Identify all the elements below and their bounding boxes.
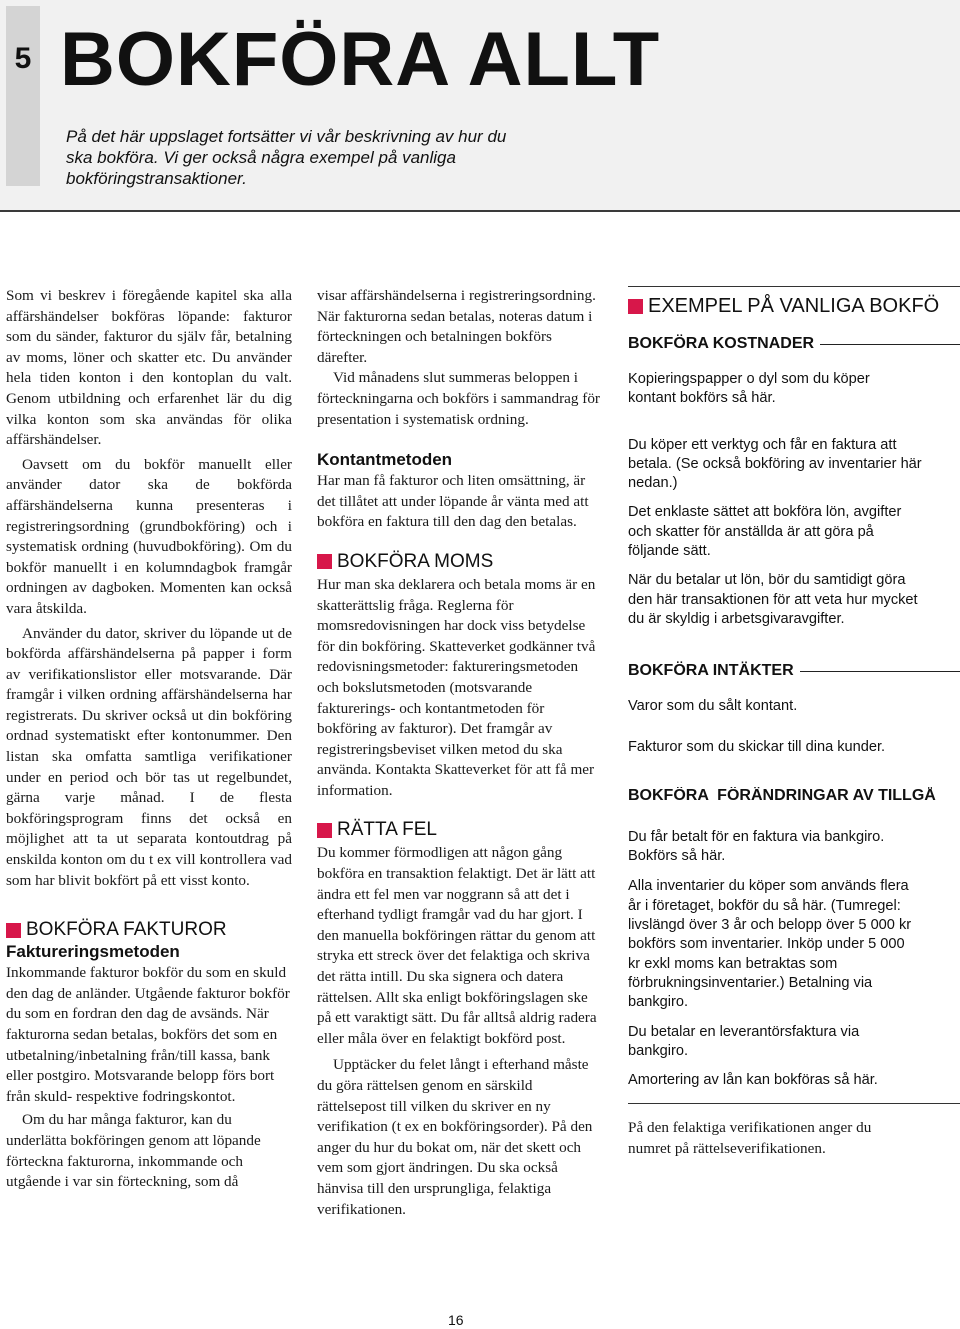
- column-examples: [628, 286, 960, 1160]
- paragraph: Inkommande fakturor bokför du som en skuld den dag de anländer. Utgående fakturor bokför du som en fordran den dag de avsänds. När fakturorna sedan betalas, bokförs det som en utbetalning/inbetalning från/till kassa, bank eller postgiro. Motsvarande belopp förs bort från skuld- respektive fodringskontot.: [6, 964, 290, 1105]
- example-text: Du köper ett verktyg och får en faktura att betala. (Se också bokföring av inventarier här nedan.): [628, 436, 922, 492]
- paragraph: Du kommer förmodligen att någon gång bokföra en transaktion felaktigt. Det är lätt att ändra ett fel men var noggrann så att det i efterhand tydligt framgår vad du har gjort. I den manuella bokföringen rättar du genom att stryka ett streck över det felaktiga och skriva det rätta intill. Du ska signera och datera rättelsen. Allt ska enligt bokföringslagen ske på ett varaktigt sätt. Du får alltså aldrig radera eller måla över en felaktigt bokförd post.: [317, 844, 597, 1047]
- paragraph: visar affärshändelserna i registreringsordning. När fakturorna sedan betalas, noteras datum i förteckningen och betalningen bokförs därefter.: [317, 287, 596, 366]
- example-text: Kopieringspapper o dyl som du köper kontant bokförs så här.: [628, 371, 870, 407]
- example-text: Det enklaste sättet att bokföra lön, avgifter och skatter för anställda är att göra på följande sätt.: [628, 504, 902, 560]
- subheading-kontantmetoden: Kontantmetoden: [317, 450, 453, 470]
- paragraph: Har man få fakturor och liten omsättning, är det tillåtet att under löpande år vänta med att bokföra en faktura till den dag den betalas.: [317, 472, 589, 531]
- square-bullet-icon: [317, 823, 332, 838]
- subheading-faktureringsmetoden: Faktureringsmetoden: [6, 942, 180, 962]
- example-text: Fakturor som du skickar till dina kunder.: [628, 738, 886, 755]
- heading-line: [800, 671, 960, 672]
- paragraph: Vid månadens slut summeras beloppen i förteckningarna och bokförs i sammandrag för presentation i systematisk ordning.: [317, 369, 600, 428]
- subheading-kostnader: BOKFÖRA KOSTNADER: [628, 335, 960, 353]
- examples-heading: EXEMPEL PÅ VANLIGA BOKFÖ: [628, 295, 960, 318]
- example-text: Du får betalt för en faktura via bankgiro. Bokförs så här.: [628, 828, 885, 865]
- column-middle: [317, 286, 603, 1220]
- example-text: Du betalar en leverantörsfaktura via bankgiro.: [628, 1023, 860, 1059]
- intro-text: På det här uppslaget fortsätter vi vår beskrivning av hur du ska bokföra. Vi ger också några exempel på vanliga bokföringstransaktioner.: [66, 127, 507, 188]
- section-heading-fakturor: BOKFÖRA FAKTUROR: [6, 919, 292, 941]
- page-header: [0, 0, 960, 212]
- paragraph: Hur man ska deklarera och betala moms är en skatterättslig fråga. Reglerna för momsredovisningen har dock viss betydelse för din bokföring. Skatteverket godkänner två redovisningsmetoder: faktureringsmetoden och bokslutsmetoden (motsvarande fakturerings- och kontantmetoden för bokföring av fakturor). Det framgår av registreringsbeviset vilken metod du ska använda. Kontakta Skatteverket för att få mer information.: [317, 575, 596, 799]
- square-bullet-icon: [6, 923, 21, 938]
- section-heading-moms: BOKFÖRA MOMS: [317, 551, 603, 573]
- square-bullet-icon: [628, 299, 643, 314]
- example-text: När du betalar ut lön, bör du samtidigt göra den här transaktionen för att veta hur mycket du är skyldig i arbetsgivaravgifter.: [628, 572, 918, 627]
- chapter-number: 5: [14, 42, 32, 75]
- divider: [628, 286, 960, 287]
- paragraph: Använder du dator, skriver du löpande ut de bokförda affärshändelserna på papper i form av verifikationslistor eller motsvarande. Där framgår i vilken ordning affärshändelserna har registrerats. Du skriver också ut din bokföring ordnad systematiskt efter kontonummer. Den listan ska omfatta samtliga verifikationer under en period och bör tas ut regelbundet, gärna varje månad. I de flesta bokföringsprogram finns det också en möjlighet att ta ut separata kontoutdrag på enskilda konton om du t ex vill kontrollera vad som har blivit bokfört på ett visst konto.: [6, 624, 292, 889]
- section-heading-ratta-fel: RÄTTA FEL: [317, 819, 603, 841]
- footer-note: På den felaktiga verifikationen anger du numret på rättelseverifikationen.: [628, 1119, 872, 1158]
- subheading-forandringar: BOKFÖRA FÖRÄNDRINGAR AV TILLGÅ: [628, 786, 936, 804]
- example-text: Alla inventarier du köper som används flera år i företaget, bokför du så här. (Tumregel: livslängd över 3 år och belopp över 5 000 kr bokförs som inventarier. Inköp under 5 000 kr exkl moms kan betraktas som förbrukningsinventarier.) Betalning via bankgiro.: [628, 878, 912, 1011]
- header-divider: [0, 210, 960, 212]
- heading-line: [820, 344, 960, 345]
- subheading-intakter: BOKFÖRA INTÄKTER: [628, 662, 960, 680]
- page-number: 16: [448, 1312, 464, 1328]
- example-text: Varor som du sålt kontant.: [628, 698, 798, 715]
- divider: [628, 1103, 960, 1104]
- paragraph: Upptäcker du felet långt i efterhand måste du göra rättelsen genom en särskild rättelsepost till vilken du skriver en ny verifikation (t ex en bokföringsorder). På den anger du hur du bokat om, när det skett och vem som gjort ändringen. Du ska också hänvisa till den ursprungliga, felaktiga verifikationen.: [317, 1056, 593, 1218]
- chapter-marker: [6, 6, 40, 186]
- example-text: Amortering av lån kan bokföras så här.: [628, 1072, 878, 1089]
- paragraph: Som vi beskrev i föregående kapitel ska alla affärshändelser bokföras löpande: fakturor som du sänder, fakturor du själv får, betalning av moms, löner och skatter etc. Du använder hela tiden konton i den kontoplan du valt. Genom utbildning och erfarenhet lär du dig vilka konton som ska användas för olika affärshändelser.: [6, 287, 292, 449]
- square-bullet-icon: [317, 554, 332, 569]
- paragraph: Oavsett om du bokför manuellt eller använder dator ska de bokförda affärshändelserna kunna presenteras i registreringsordning (grundbokföring) och i systematisk ordning (huvudbokföring). Om du bokför manuellt i en kolumndagbok framgår ordningen av dagboken. Momenten kan också vara åtskilda.: [6, 455, 292, 617]
- column-left: [6, 286, 292, 1193]
- paragraph: Om du har många fakturor, kan du underlätta bokföringen genom att löpande förteckna fakturorna, inkommande och utgående i var sin förteckning, som då: [6, 1111, 261, 1191]
- page-title: BOKFÖRA ALLT: [60, 17, 661, 102]
